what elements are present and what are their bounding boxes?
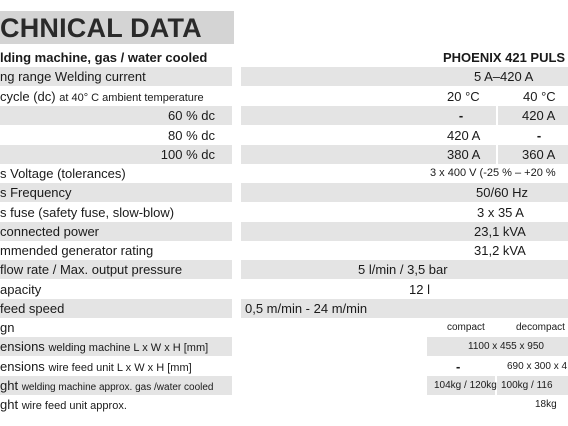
row-value: 50/60 Hz bbox=[476, 185, 529, 200]
table-row bbox=[0, 183, 568, 202]
row-label: ght wire feed unit approx. bbox=[0, 397, 127, 412]
row-label: flow rate / Max. output pressure bbox=[0, 262, 183, 277]
row-value: - bbox=[536, 128, 542, 143]
table-row bbox=[0, 357, 568, 376]
row-label: apacity bbox=[0, 282, 42, 297]
header-label: lding machine, gas / water cooled bbox=[0, 50, 208, 65]
row-value: 100kg / 116 bbox=[501, 380, 553, 391]
table-row bbox=[0, 299, 568, 318]
row-value: 20 °C bbox=[447, 89, 480, 104]
table-row bbox=[0, 318, 568, 337]
table-row bbox=[0, 126, 568, 145]
row-value: 690 x 300 x 4 bbox=[507, 361, 568, 372]
table-row bbox=[0, 337, 568, 356]
table-row bbox=[0, 241, 568, 260]
row-value: 23,1 kVA bbox=[474, 224, 526, 239]
row-label: gn bbox=[0, 320, 15, 335]
table-row bbox=[0, 106, 568, 125]
row-value: decompact bbox=[516, 322, 565, 333]
row-value: 104kg / 120kg bbox=[434, 380, 497, 391]
row-label: mmended generator rating bbox=[0, 243, 154, 258]
row-value: 3 x 400 V (-25 % – +20 % bbox=[430, 167, 556, 179]
row-value: 380 A bbox=[447, 147, 481, 162]
row-value: 420 A bbox=[522, 108, 556, 123]
row-value: 1100 x 455 x 950 bbox=[468, 341, 544, 352]
table-row bbox=[0, 164, 568, 183]
row-value: - bbox=[458, 108, 464, 123]
row-value: 31,2 kVA bbox=[474, 243, 526, 258]
row-value: compact bbox=[447, 322, 485, 333]
row-label: ensions wire feed unit L x W x H [mm] bbox=[0, 359, 192, 374]
row-label: 80 % dc bbox=[168, 128, 215, 143]
row-value: - bbox=[456, 359, 461, 374]
table-header-row bbox=[0, 48, 568, 67]
model-name: PHOENIX 421 PULS bbox=[443, 50, 566, 65]
row-label: s Frequency bbox=[0, 185, 72, 200]
table-row bbox=[0, 67, 568, 86]
table-row bbox=[0, 222, 568, 241]
table-row bbox=[0, 203, 568, 222]
row-label: 60 % dc bbox=[168, 108, 215, 123]
row-value: 5 A–420 A bbox=[474, 69, 534, 84]
row-label: ng range Welding current bbox=[0, 69, 146, 84]
table-row bbox=[0, 395, 568, 414]
row-label: s fuse (safety fuse, slow-blow) bbox=[0, 205, 175, 220]
row-value: 12 l bbox=[409, 282, 430, 297]
row-label: ght welding machine approx. gas /water cooled bbox=[0, 378, 214, 393]
row-label: feed speed bbox=[0, 301, 65, 316]
page-title: CHNICAL DATA bbox=[0, 13, 202, 43]
row-value: 360 A bbox=[522, 147, 556, 162]
table-row bbox=[0, 260, 568, 279]
table-row bbox=[0, 145, 568, 164]
table-row bbox=[0, 87, 568, 106]
row-value: 5 l/min / 3,5 bar bbox=[358, 262, 448, 277]
row-label: connected power bbox=[0, 224, 100, 239]
row-label: s Voltage (tolerances) bbox=[0, 166, 126, 181]
row-label: cycle (dc) at 40° C ambient temperature bbox=[0, 89, 204, 104]
row-value: 18kg bbox=[535, 399, 557, 410]
row-value: 3 x 35 A bbox=[477, 205, 524, 220]
row-value: 420 A bbox=[447, 128, 481, 143]
row-value: 40 °C bbox=[523, 89, 556, 104]
table-row bbox=[0, 376, 568, 395]
row-label: 100 % dc bbox=[160, 147, 215, 162]
table-row bbox=[0, 280, 568, 299]
row-value: 0,5 m/min - 24 m/min bbox=[245, 301, 368, 316]
row-label: ensions welding machine L x W x H [mm] bbox=[0, 339, 209, 354]
